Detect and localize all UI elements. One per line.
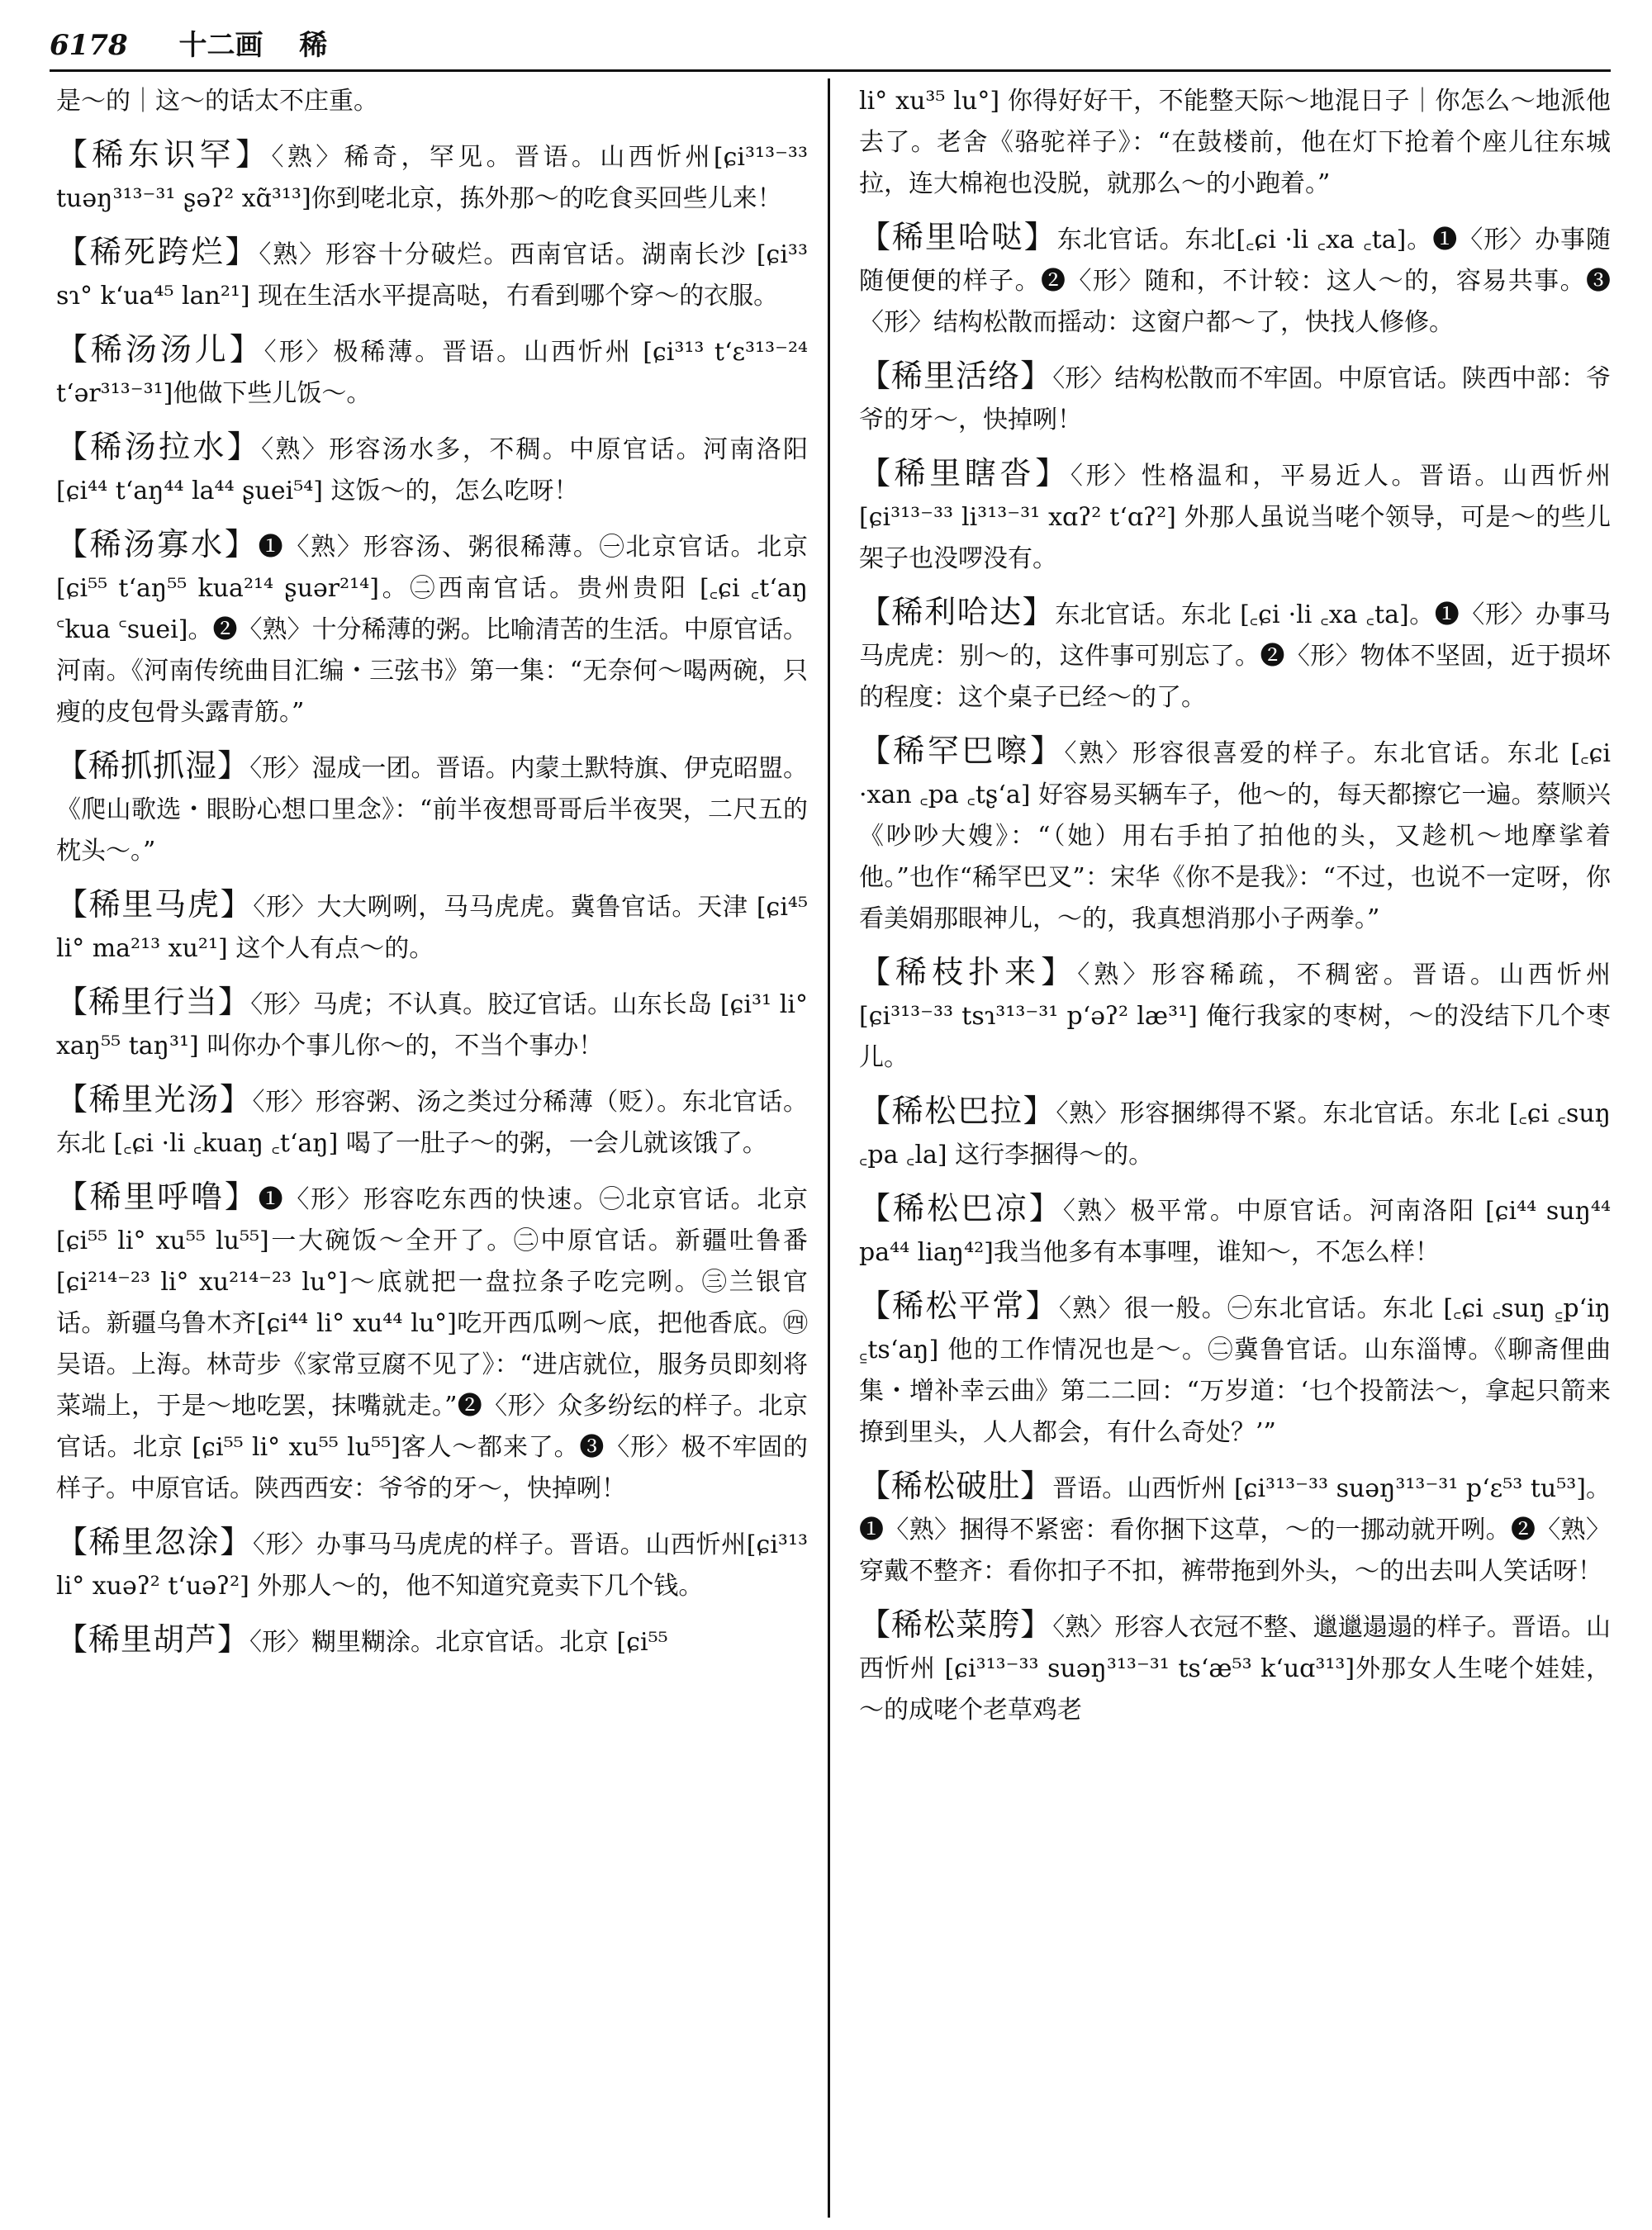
dictionary-entry (56, 981, 808, 1067)
entry-headword: 【稀利哈达】 (859, 594, 1056, 630)
left-column (56, 81, 808, 1675)
dictionary-entry (56, 1619, 808, 1663)
entry-headword: 【稀松巴拉】 (859, 1093, 1056, 1129)
entry-headword: 【稀里哈哒】 (859, 219, 1057, 255)
entry-headword: 【稀抓抓湿】 (56, 747, 250, 784)
page-header (50, 25, 1611, 66)
entry-headword: 【稀松菜胯】 (859, 1606, 1053, 1643)
entry-headword: 【稀里忽涂】 (56, 1524, 253, 1560)
dictionary-entry (859, 216, 1611, 344)
entry-headword: 【稀死跨烂】 (56, 234, 259, 270)
dictionary-entry (859, 453, 1611, 580)
entry-headword: 【稀罕巴嚓】 (859, 733, 1065, 769)
entry-definition: 〈形〉结构松散而不牢固。中原官话。陕西中部：爷爷的牙～，快掉咧！ (859, 364, 1611, 434)
entry-definition: 〈熟〉稀奇，罕见。晋语。山西忻州[ɕi³¹³⁻³³ tuəŋ³¹³⁻³¹ ʂəʔ² xɑ̃³¹³]你到咾北京，拣外那～的吃食买回些儿来！ (56, 143, 808, 213)
entry-definition: 〈形〉办事马马虎虎的样子。晋语。山西忻州[ɕi³¹³ li° xuəʔ² t‘uəʔ²] 外那人～的，他不知道究竟卖下几个钱。 (56, 1530, 808, 1601)
stroke-section: 十二画 (178, 29, 263, 62)
continuation-text: li° xu³⁵ lu°] 你得好好干，不能整天际～地混日子｜你怎么～地派他去了。老舍《骆驼祥子》：“在鼓楼前，他在灯下抢着个座儿往东城拉，连大棉袍也没脱，就那么～的小跑着。” (859, 87, 1611, 198)
entry-headword: 【稀里活络】 (859, 358, 1053, 394)
dictionary-entry (56, 1521, 808, 1607)
dictionary-entry (56, 745, 808, 872)
dictionary-entry (56, 426, 808, 512)
entry-definition: 〈熟〉很一般。㊀东北官话。东北 [꜀ɕi ꜀suŋ ꜁p‘iŋ ꜁ts‘aŋ] 他的工作情况也是～。㊁冀鲁官话。山东淄博。《聊斋俚曲集・增补幸云曲》第二二回：“万岁道：‘乜个投箭法～，拿起只箭来撩到里头，人人都会，有什么奇处？’” (859, 1294, 1611, 1447)
header-rule (50, 69, 1611, 72)
entry-definition: 〈形〉马虎；不认真。胶辽官话。山东长岛 [ɕi³¹ li° xaŋ⁵⁵ taŋ³¹] 叫你办个事儿你～的，不当个事办！ (56, 990, 808, 1060)
dictionary-entry (56, 884, 808, 970)
column-divider (828, 78, 830, 2218)
dictionary-entry (859, 951, 1611, 1079)
entry-definition: 〈形〉大大咧咧，马马虎虎。冀鲁官话。天津 [ɕi⁴⁵ li° ma²¹³ xu²¹] 这个人有点～的。 (56, 893, 808, 963)
dictionary-entry (56, 1079, 808, 1165)
dictionary-entry (859, 591, 1611, 719)
dictionary-entry (56, 134, 808, 220)
entry-definition: 〈形〉糊里糊涂。北京官话。北京 [ɕi⁵⁵ (249, 1628, 668, 1657)
entry-definition: 东北官话。东北 [꜀ɕi ·li ꜀xa ꜀ta]。❶〈形〉办事马马虎虎：别～的，这件事可别忘了。❷〈形〉物体不坚固，近于损坏的程度：这个桌子已经～的了。 (859, 600, 1611, 712)
entry-headword: 【稀里行当】 (56, 984, 251, 1020)
entry-definition: 〈形〉性格温和，平易近人。晋语。山西忻州 [ɕi³¹³⁻³³ li³¹³⁻³¹ xɑʔ² t‘ɑʔ²] 外那人虽说当咾个领导，可是～的些儿架子也没啰没有。 (859, 462, 1611, 573)
entry-headword: 【稀里马虎】 (56, 886, 254, 923)
entry-headword: 【稀汤汤儿】 (56, 331, 264, 368)
entry-headword: 【稀里瞎沓】 (859, 455, 1070, 491)
dictionary-entry (56, 524, 808, 733)
entry-definition: 〈熟〉形容稀疏，不稠密。晋语。山西忻州 [ɕi³¹³⁻³³ tsɿ³¹³⁻³¹ p‘əʔ² læ³¹] 俺行我家的枣树，～的没结下几个枣儿。 (859, 961, 1611, 1072)
entry-headword: 【稀松破肚】 (859, 1468, 1053, 1504)
entry-definition: 晋语。山西忻州 [ɕi³¹³⁻³³ suəŋ³¹³⁻³¹ p‘ɛ⁵³ tu⁵³]。❶〈熟〉捆得不紧密：看你捆下这草，～的一挪动就开咧。❷〈熟〉穿戴不整齐：看你扣子不扣，裤带拖到外头，～的出去叫人笑话呀！ (859, 1474, 1611, 1586)
dictionary-entry (859, 1090, 1611, 1176)
entry-definition: 〈熟〉形容人衣冠不整、邋邋遢遢的样子。晋语。山西忻州 [ɕi³¹³⁻³³ suəŋ³¹³⁻³¹ ts‘æ⁵³ k‘uɑ³¹³]外那女人生咾个娃娃，～的成咾个老草鸡老 (859, 1613, 1611, 1725)
entry-headword: 【稀里呼噜】 (56, 1179, 259, 1215)
page-number: 6178 (50, 29, 128, 62)
entry-definition: ❶〈熟〉形容汤、粥很稀薄。㊀北京官话。北京[ɕi⁵⁵ t‘aŋ⁵⁵ kua²¹⁴ ʂuər²¹⁴]。㊁西南官话。贵州贵阳 [꜀ɕi ꜀t‘aŋ ꜂kua ꜂suei]。❷〈熟〉十分稀薄的粥。比喻清苦的生活。中原官话。河南。《河南传统曲目汇编・三弦书》第一集：“无奈何～喝两碗，只瘦的皮包骨头露青筋。” (56, 533, 808, 727)
entry-definition: 〈形〉极稀薄。晋语。山西忻州 [ɕi³¹³ t‘ɛ³¹³⁻²⁴ t‘ər³¹³⁻³¹]他做下些儿饭～。 (56, 338, 808, 408)
dictionary-entry (56, 1176, 808, 1510)
dictionary-entry (859, 1188, 1611, 1274)
entry-headword: 【稀里光汤】 (56, 1081, 253, 1117)
dictionary-entry (859, 730, 1611, 940)
entry-headword: 【稀汤寡水】 (56, 526, 259, 562)
dictionary-entry (859, 1285, 1611, 1454)
entry-headword: 【稀里胡芦】 (56, 1621, 250, 1658)
entry-definition: 〈熟〉形容汤水多，不稠。中原官话。河南洛阳 [ɕi⁴⁴ t‘aŋ⁴⁴ la⁴⁴ ʂuei⁵⁴] 这饭～的，怎么吃呀！ (56, 435, 808, 505)
entry-definition: 〈熟〉极平常。中原官话。河南洛阳 [ɕi⁴⁴ suŋ⁴⁴ pa⁴⁴ liaŋ⁴²]我当他多有本事哩，谁知～，不怎么样！ (859, 1197, 1611, 1267)
entry-definition: 〈形〉形容粥、汤之类过分稀薄（贬）。东北官话。东北 [꜀ɕi ·li ꜀kuaŋ ꜀t‘aŋ] 喝了一肚子～的粥，一会儿就该饿了。 (56, 1088, 808, 1158)
entry-definition: 东北官话。东北[꜀ɕi ·li ꜀xa ꜀ta]。❶〈形〉办事随随便便的样子。❷〈形〉随和，不计较：这人～的，容易共事。❸〈形〉结构松散而摇动：这窗户都～了，快找人修修。 (859, 225, 1611, 337)
entry-definition: 〈形〉湿成一团。晋语。内蒙土默特旗、伊克昭盟。《爬山歌选・眼盼心想口里念》：“前半夜想哥哥后半夜哭，二尺五的枕头～。” (56, 754, 808, 866)
entry-headword: 【稀东识罕】 (56, 136, 272, 173)
continuation-text: 是～的｜这～的话太不庄重。 (56, 87, 378, 116)
dictionary-entry (859, 1465, 1611, 1592)
header-character: 稀 (299, 29, 328, 62)
entry-headword: 【稀枝扑来】 (859, 954, 1078, 990)
dictionary-entry (859, 355, 1611, 441)
entry-headword: 【稀松巴凉】 (859, 1190, 1063, 1226)
entry-headword: 【稀汤拉水】 (56, 429, 262, 465)
entry-definition: 〈熟〉形容十分破烂。西南官话。湖南长沙 [ɕi³³ sɿ° k‘ua⁴⁵ lan²¹] 现在生活水平提高哒，冇看到哪个穿～的衣服。 (56, 240, 808, 311)
dictionary-entry (56, 329, 808, 415)
dictionary-entry (56, 231, 808, 317)
entry-definition: ❶〈形〉形容吃东西的快速。㊀北京官话。北京[ɕi⁵⁵ li° xu⁵⁵ lu⁵⁵]一大碗饭～全开了。㊁中原官话。新疆吐鲁番[ɕi²¹⁴⁻²³ li° xu²¹⁴⁻²³ lu°]～底就把一盘拉条子吃完咧。㊂兰银官话。新疆乌鲁木齐[ɕi⁴⁴ li° xu⁴⁴ lu°]吃开西瓜咧～底，把他香底。㊃吴语。上海。林苛步《家常豆腐不见了》：“进店就位，服务员即刻将菜端上，于是～地吃罢，抹嘴就走。”❷〈形〉众多纷纭的样子。北京官话。北京 [ɕi⁵⁵ li° xu⁵⁵ lu⁵⁵]客人～都来了。❸〈形〉极不牢固的样子。中原官话。陕西西安：爷爷的牙～，快掉咧！ (56, 1185, 808, 1503)
entry-headword: 【稀松平常】 (859, 1288, 1059, 1324)
entry-definition: 〈熟〉形容捆绑得不紧。东北官话。东北 [꜀ɕi ꜀suŋ ꜀pa ꜀la] 这行李捆得～的。 (859, 1099, 1611, 1170)
right-column (859, 81, 1611, 1743)
dictionary-entry (859, 1604, 1611, 1731)
entry-definition: 〈熟〉形容很喜爱的样子。东北官话。东北 [꜀ɕi ·xan ꜀pa ꜀tʂ‘a] 好容易买辆车子，他～的，每天都擦它一遍。蔡顺兴《吵吵大嫂》：“（她）用右手拍了拍他的头，又趁机～地摩挲着他。”也作“稀罕巴叉”：宋华《你不是我》：“不过，也说不一定呀，你看美娟那眼神儿，～的，我真想消那小子两拳。” (859, 739, 1611, 933)
